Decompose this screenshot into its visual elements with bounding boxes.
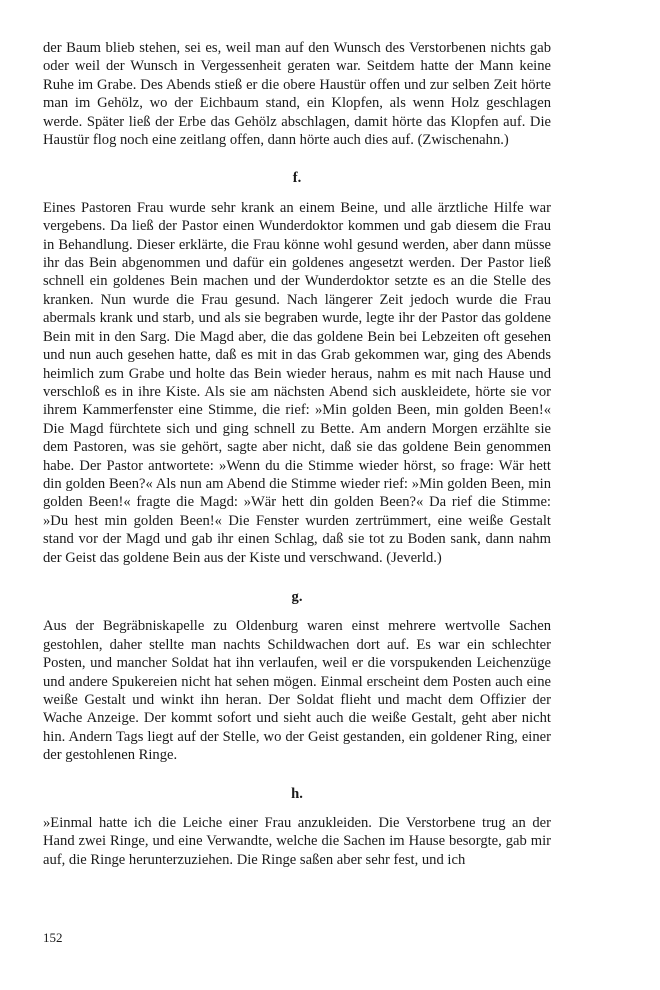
page-number: 152 xyxy=(43,930,63,945)
section-heading-f: f. xyxy=(292,170,302,187)
section-heading-h: h. xyxy=(291,785,303,802)
paragraph-f: Eines Pastoren Frau wurde sehr krank an einem Beine, und alle ärztliche Hilfe war vergebens. Da ließ der Pastor einen Wunderdoktor kommen und gab diesem die Frau in Behandlung. Dieser erklärte, die Frau könne wohl gesund werden, aber dann müsse ihr das Bein abgenommen und dafür ein goldenes angesetzt werden. Der Pastor ließ schnell ein goldenes Bein machen und der Wunderdoktor setzte es an die Stelle des kranken. Nun wurde die Frau gesund. Nach längerer Zeit jedoch wurde die Frau abermals krank und starb, und als sie begraben wurde, legte ihr der Pastor das goldene Bein mit in den Sarg. Die Magd aber, die das goldene Bein bei Lebzeiten oft gesehen und nun auch gesehen hatte, daß es mit in das Grab gekommen war, ging des Abends heimlich zum Grabe und holte das Bein wieder heraus, nahm es mit nach Hause und verschloß es in ihre Kiste. Als sie am nächsten Abend sich auskleidete, hörte sie vor ihrem Kammerfenster eine Stimme, die rief: »Min golden Been, min golden Been!« Die Magd fürchtete sich und ging schnell zu Bette. Am andern Morgen erzählte sie dem Pastoren, was sie gehört, sagte aber nicht, daß sie das goldene Bein genommen habe. Der Pastor antwortete: »Wenn du die Stimme wieder hörst, so frage: Wär hett din golden Been?« Als nun am Abend die Stimme wieder rief: »Min golden Been, min golden Been!« fragte die Magd: »Wär hett din golden Been?« Da rief die Stimme: »Du hest min golden Been!« Die Fenster wurden zertrümmert, eine weiße Gestalt stand vor der Magd und gab ihr einen Schlag, daß sie tot zu Boden sank, dann nahm der Geist das goldene Bein aus der Kiste und verschwand. (Jeverld.) xyxy=(43,199,551,566)
section-heading-g: g. xyxy=(291,588,303,605)
paragraph-g: Aus der Begräbniskapelle zu Oldenburg waren einst mehrere wertvolle Sachen gestohlen, daher stellte man nachts Schildwachen dort auf. Es war ein schlechter Posten, und mancher Soldat hat ihn verlaufen, weil er die vorspukenden Leichenzüge und andere Spukereien nicht hat sehen mögen. Einmal erscheint dem Posten auch eine weiße Gestalt und winkt ihn heran. Der Soldat flieht und macht dem Offizier der Wache Anzeige. Der kommt sofort und sieht auch die weiße Gestalt, geht aber nicht hin. Andern Tags liegt auf der Stelle, wo der Geist gestanden, ein goldener Ring, einer der gestohlenen Ringe. xyxy=(43,618,551,764)
paragraph-intro: der Baum blieb stehen, sei es, weil man auf den Wunsch des Verstorbenen nichts gab oder weil der Wunsch in Vergessenheit geraten war. Seitdem hatte der Mann keine Ruhe im Grabe. Des Abends stieß er die obere Haustür offen und zur selben Zeit hörte man im Gehölz, wo der Eichbaum stand, ein Klopfen, als wenn Holz geschlagen werde. Später ließ der Erbe das Gehölz abschlagen, damit hörte das Klopfen auf. Die Haustür flog noch eine zeitlang offen, dann hörte auch dies auf. (Zwischenahn.) xyxy=(43,40,551,149)
paragraph-h: »Einmal hatte ich die Leiche einer Frau anzukleiden. Die Verstorbene trug an der Hand zwei Ringe, und eine Verwandte, welche die Sachen im Hause besorgte, gab mir auf, die Ringe herunterzuziehen. Die Ringe saßen aber sehr fest, und ich xyxy=(43,815,551,868)
page-body xyxy=(43,39,551,869)
